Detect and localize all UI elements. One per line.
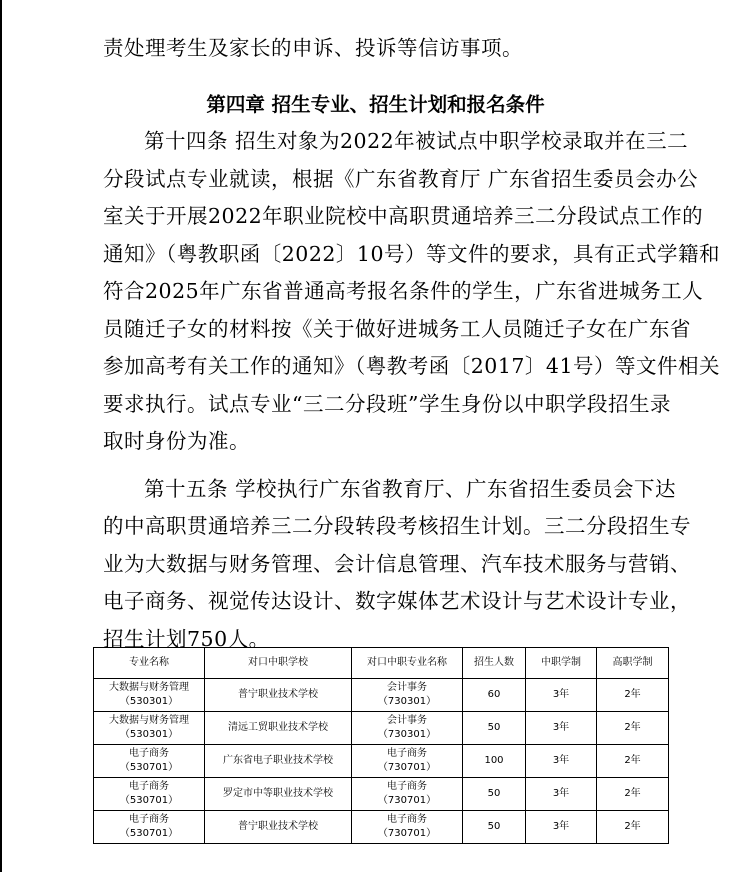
- article-14-line: 要求执行。试点专业“三二分段班”学生身份以中职学段招生录: [103, 391, 671, 416]
- cell-major: [94, 712, 205, 745]
- intro-line: 责处理考生及家长的申诉、投诉等信访事项。: [103, 36, 523, 60]
- article-14-line: 员随迁子女的材料按《关于做好进城务工人员随迁子女在广东省: [103, 316, 691, 341]
- table-row: [94, 778, 669, 811]
- cell-school: 普宁职业技术学校: [205, 679, 352, 712]
- table-row: [94, 712, 669, 745]
- article-14-line: 取时身份为准。: [103, 429, 250, 453]
- cell-count: 100: [463, 745, 526, 778]
- major-name: 电子商务: [129, 748, 169, 759]
- cell-major: [94, 811, 205, 844]
- article-14-line: 室关于开展2022年职业院校中高职贯通培养三二分段试点工作的: [103, 204, 704, 228]
- header-sec-major: 对口中职专业名称: [352, 648, 463, 679]
- cell-high-years: 2年: [597, 679, 669, 712]
- article-14-line: 参加高考有关工作的通知》（粤教考函〔2017〕41号）等文件相关: [103, 354, 721, 378]
- sec-major-name: 会计事务: [387, 715, 427, 726]
- sec-major-code: （730701）: [377, 828, 437, 839]
- table-header-row: [94, 648, 669, 679]
- article-14-line: 第十四条 招生对象为2022年被试点中职学校录取并在三二: [144, 129, 689, 153]
- cell-high-years: 2年: [597, 745, 669, 778]
- cell-high-years: 2年: [597, 811, 669, 844]
- table-row: [94, 745, 669, 778]
- cell-sec-major: [352, 811, 463, 844]
- sec-major-code: （730301）: [377, 696, 437, 707]
- sec-major-code: （730301）: [377, 729, 437, 740]
- chapter-title: 第四章 招生专业、招生计划和报名条件: [206, 92, 545, 116]
- major-code: （530701）: [119, 795, 179, 806]
- major-code: （530301）: [119, 696, 179, 707]
- cell-high-years: 2年: [597, 712, 669, 745]
- sec-major-code: （730701）: [377, 762, 437, 773]
- article-15-line: 招生计划750人。: [103, 626, 270, 651]
- sec-major-name: 电子商务: [387, 814, 427, 825]
- cell-count: 50: [463, 712, 526, 745]
- cell-sec-years: 3年: [526, 745, 597, 778]
- sec-major-name: 电子商务: [387, 748, 427, 759]
- major-name: 大数据与财务管理: [109, 682, 189, 693]
- major-code: （530701）: [119, 828, 179, 839]
- article-14-line: 通知》（粤教职函〔2022〕10号）等文件的要求，具有正式学籍和: [103, 241, 721, 266]
- document-page: [103, 30, 721, 658]
- cell-school: 清远工贸职业技术学校: [205, 712, 352, 745]
- major-name: 大数据与财务管理: [109, 715, 189, 726]
- article-14-line: 分段试点专业就读，根据《广东省教育厅 广东省招生委员会办公: [103, 166, 699, 191]
- page-left-border: [0, 0, 2, 872]
- cell-sec-years: 3年: [526, 712, 597, 745]
- sec-major-name: 会计事务: [387, 682, 427, 693]
- cell-sec-major: [352, 778, 463, 811]
- article-15-line: 电子商务、视觉传达设计、数字媒体艺术设计与艺术设计专业，: [103, 589, 691, 613]
- cell-school: 罗定市中等职业技术学校: [205, 778, 352, 811]
- cell-sec-years: 3年: [526, 811, 597, 844]
- cell-count: 60: [463, 679, 526, 712]
- cell-sec-years: 3年: [526, 679, 597, 712]
- table-row: [94, 811, 669, 844]
- header-major: 专业名称: [94, 648, 205, 679]
- header-count: 招生人数: [463, 648, 526, 679]
- enrollment-table: [93, 647, 669, 844]
- cell-sec-major: [352, 679, 463, 712]
- article-15-line: 的中高职贯通培养三二分段转段考核招生计划。三二分段招生专: [103, 514, 691, 538]
- major-code: （530701）: [119, 762, 179, 773]
- cell-major: [94, 745, 205, 778]
- header-sec-years: 中职学制: [526, 648, 597, 679]
- cell-count: 50: [463, 811, 526, 844]
- cell-major: [94, 778, 205, 811]
- cell-sec-years: 3年: [526, 778, 597, 811]
- sec-major-name: 电子商务: [387, 781, 427, 792]
- header-high-years: 高职学制: [597, 648, 669, 679]
- cell-school: 广东省电子职业技术学校: [205, 745, 352, 778]
- article-14: [103, 123, 721, 461]
- cell-sec-major: [352, 712, 463, 745]
- header-school: 对口中职学校: [205, 648, 352, 679]
- article-14-line: 符合2025年广东省普通高考报名条件的学生，广东省进城务工人: [103, 279, 704, 303]
- cell-count: 50: [463, 778, 526, 811]
- cell-high-years: 2年: [597, 778, 669, 811]
- cell-major: [94, 679, 205, 712]
- major-name: 电子商务: [129, 781, 169, 792]
- major-code: （530301）: [119, 729, 179, 740]
- table-row: [94, 679, 669, 712]
- major-name: 电子商务: [129, 814, 169, 825]
- paragraph-gap: [103, 461, 648, 471]
- article-15-line: 业为大数据与财务管理、会计信息管理、汽车技术服务与营销、: [103, 551, 691, 576]
- article-15-line: 第十五条 学校执行广东省教育厅、广东省招生委员会下达: [144, 476, 677, 501]
- cell-school: 普宁职业技术学校: [205, 811, 352, 844]
- article-15: [103, 471, 691, 659]
- cell-sec-major: [352, 745, 463, 778]
- sec-major-code: （730701）: [377, 795, 437, 806]
